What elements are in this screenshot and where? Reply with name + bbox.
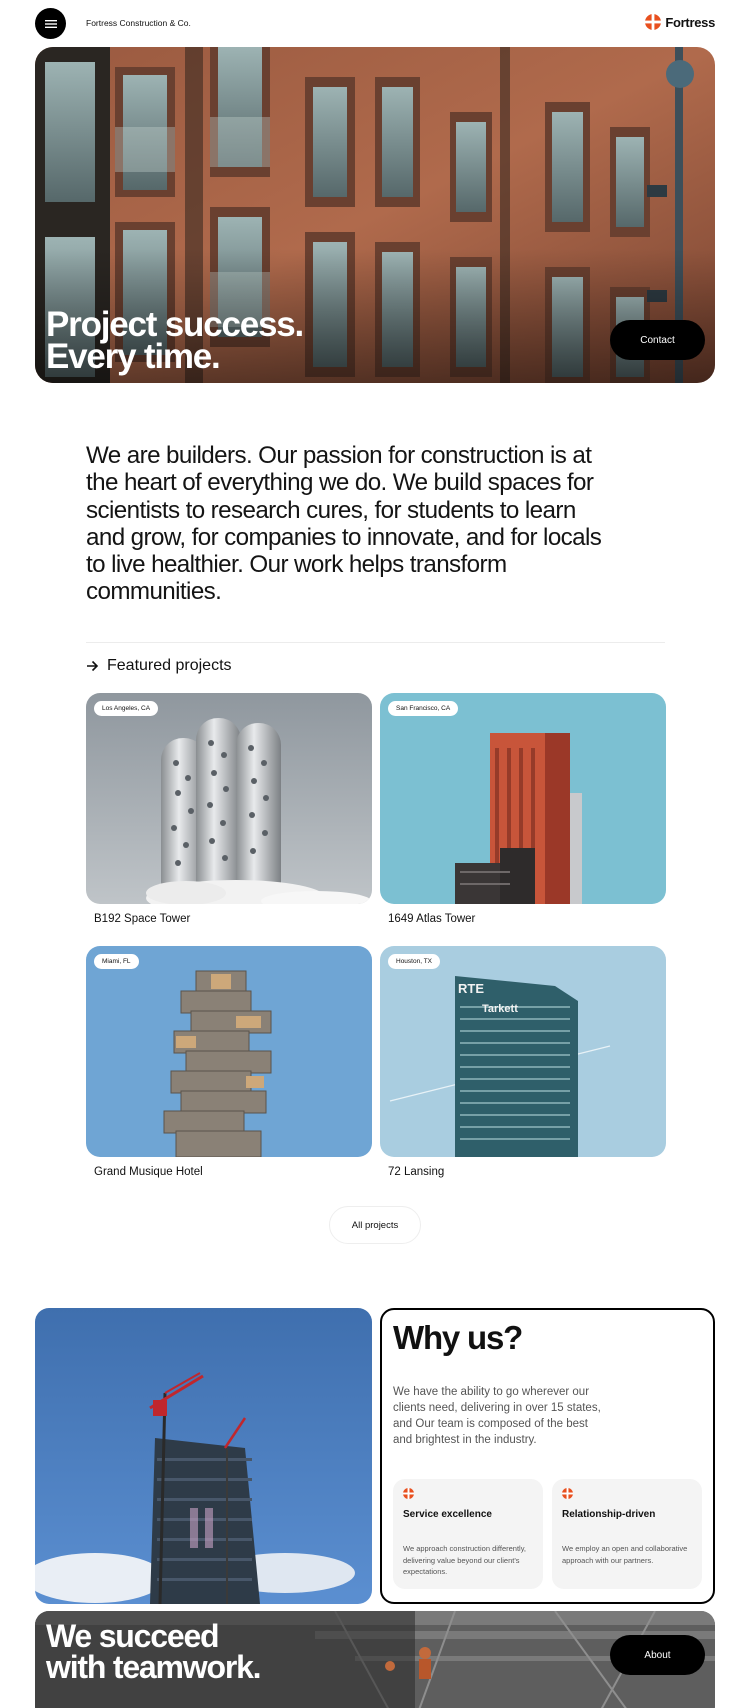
about-button[interactable]: About	[610, 1635, 705, 1675]
top-bar	[35, 8, 715, 40]
why-us-card	[380, 1308, 715, 1604]
project-card[interactable]	[86, 946, 372, 1178]
why-us-title: Why us?	[393, 1319, 523, 1356]
feature-description: We approach construction differently, delivering value beyond our client's expectations.	[403, 1544, 526, 1576]
project-title[interactable]: 72 Lansing	[388, 1166, 445, 1178]
company-name: Fortress Construction & Co.	[86, 18, 191, 28]
teamwork-banner	[35, 1611, 715, 1708]
project-card[interactable]	[86, 693, 372, 925]
hero-title-line-2: Every time.	[46, 337, 220, 376]
fortress-logo-icon	[562, 1488, 573, 1499]
location-badge: Los Angeles, CA	[94, 701, 158, 716]
arrow-right-icon	[86, 660, 99, 672]
project-image[interactable]	[86, 693, 372, 904]
all-projects-button[interactable]: All projects	[329, 1206, 421, 1244]
brand-name: Fortress	[665, 14, 715, 30]
feature-title: Service excellence	[403, 1509, 492, 1520]
menu-button[interactable]	[35, 8, 66, 39]
tower-photo	[380, 946, 666, 1157]
project-card[interactable]	[380, 946, 666, 1178]
intro-paragraph: We are builders. Our passion for construction is at the heart of everything we do. We build spaces for scientists to research cures, for students to learn and grow, for companies to innovate, and for locals to live healthier. Our work helps transform communities.	[86, 442, 602, 606]
tower-photo	[86, 693, 372, 904]
project-image[interactable]	[86, 946, 372, 1157]
project-image[interactable]	[380, 693, 666, 904]
feature-card-relationship	[552, 1479, 702, 1589]
contact-button[interactable]: Contact	[610, 320, 705, 360]
project-card[interactable]	[380, 693, 666, 925]
fortress-logo-icon	[645, 14, 661, 30]
location-badge: San Francisco, CA	[388, 701, 458, 716]
teamwork-title-line-2: with teamwork.	[46, 1649, 261, 1685]
crane-image	[35, 1308, 372, 1604]
feature-card-service	[393, 1479, 543, 1589]
location-badge: Miami, FL	[94, 954, 139, 969]
building-sign-text: RTE	[458, 981, 484, 996]
building-logo-text: Tarkett	[482, 1003, 518, 1015]
why-us-body: We have the ability to go wherever our clients need, delivering in over 15 states, and Our team is composed of the best and brightest in the industry.	[393, 1386, 601, 1446]
featured-projects-title: Featured projects	[107, 657, 232, 674]
brand-logo[interactable]	[645, 14, 715, 30]
section-divider	[86, 642, 665, 643]
project-title[interactable]: 1649 Atlas Tower	[388, 913, 476, 925]
fortress-logo-icon	[403, 1488, 414, 1499]
hamburger-icon	[45, 19, 57, 29]
tower-photo	[86, 946, 372, 1157]
crane-photo	[35, 1308, 372, 1604]
project-image[interactable]	[380, 946, 666, 1157]
teamwork-title-line-1: We succeed	[46, 1618, 219, 1654]
hero-section	[35, 47, 715, 383]
location-badge: Houston, TX	[388, 954, 440, 969]
featured-projects-heading	[86, 657, 232, 675]
project-title[interactable]: Grand Musique Hotel	[94, 1166, 203, 1178]
project-title[interactable]: B192 Space Tower	[94, 913, 191, 925]
hero-title	[46, 305, 304, 376]
teamwork-title	[46, 1618, 261, 1685]
feature-title: Relationship-driven	[562, 1509, 656, 1520]
tower-photo	[380, 693, 666, 904]
hero-title-line-1: Project success.	[46, 305, 304, 344]
feature-description: We employ an open and collaborative approach with our partners.	[562, 1544, 688, 1565]
